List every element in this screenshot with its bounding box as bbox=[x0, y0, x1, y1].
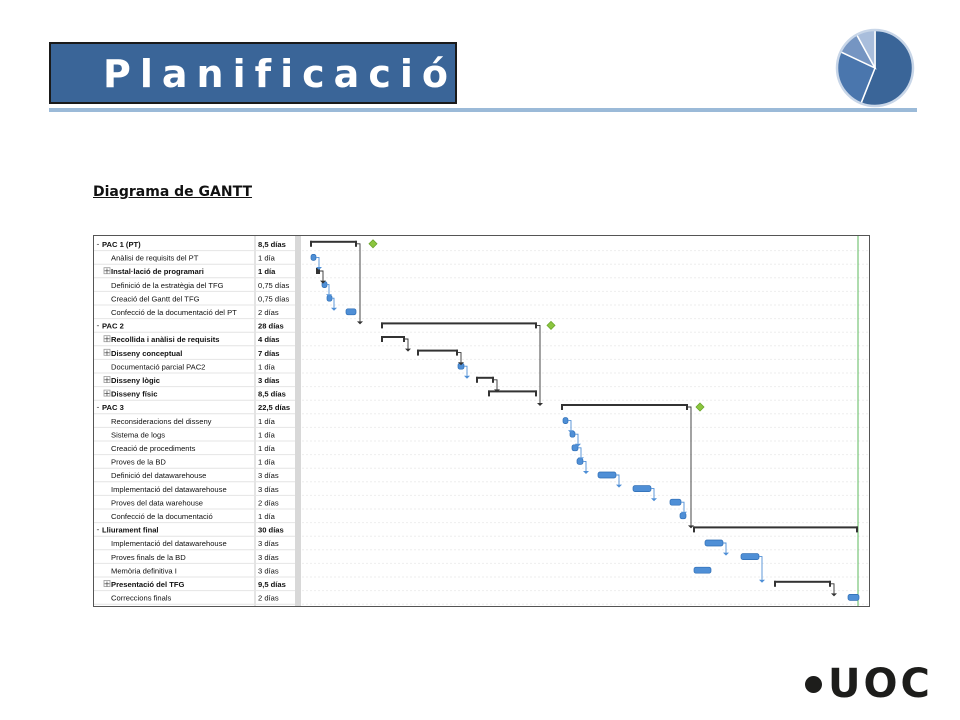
task-duration: 3 días bbox=[258, 566, 279, 576]
summary-bar-end-cap bbox=[856, 526, 858, 532]
title-box bbox=[49, 42, 457, 104]
task-name: Lliurament final bbox=[102, 525, 159, 535]
gantt-chart bbox=[93, 235, 870, 607]
task-name: Correccions finals bbox=[111, 593, 172, 603]
summary-bar bbox=[476, 377, 494, 379]
task-duration: 8,5 días bbox=[258, 240, 286, 249]
task-name: Memòria definitiva I bbox=[111, 566, 177, 576]
expand-icon: + bbox=[103, 579, 111, 589]
task-name: Proves del data warehouse bbox=[111, 498, 204, 508]
task-duration: 1 día bbox=[258, 430, 275, 440]
task-bar bbox=[741, 554, 759, 560]
task-name: PAC 1 (PT) bbox=[102, 240, 141, 249]
task-duration: 0,75 días bbox=[258, 280, 290, 290]
task-duration: 1 día bbox=[258, 512, 275, 521]
summary-bar bbox=[310, 241, 357, 243]
task-duration: 3 días bbox=[258, 552, 279, 562]
logo-text: UOC bbox=[828, 661, 933, 707]
logo-dot-icon bbox=[805, 676, 822, 693]
task-bar bbox=[598, 472, 616, 478]
summary-bar-start-cap bbox=[488, 390, 490, 396]
collapse-icon: - bbox=[96, 525, 100, 535]
collapse-icon: - bbox=[96, 239, 100, 249]
gantt-splitter bbox=[295, 236, 301, 607]
task-name: Disseny lògic bbox=[111, 376, 160, 385]
task-name: Proves de la BD bbox=[111, 457, 166, 467]
title-underline bbox=[49, 108, 917, 112]
task-name: Definició del datawarehouse bbox=[111, 471, 207, 481]
summary-bar-start-cap bbox=[381, 336, 383, 342]
task-duration: 3 días bbox=[258, 471, 279, 481]
task-bar bbox=[633, 486, 651, 492]
task-name: Documentació parcial PAC2 bbox=[111, 362, 206, 372]
task-name: Disseny físic bbox=[111, 389, 158, 399]
summary-bar bbox=[774, 581, 831, 583]
summary-bar-end-cap bbox=[829, 581, 831, 587]
summary-bar bbox=[693, 526, 858, 528]
summary-bar-end-cap bbox=[686, 404, 688, 410]
summary-bar-start-cap bbox=[476, 377, 478, 383]
summary-bar-start-cap bbox=[417, 350, 419, 356]
summary-bar-end-cap bbox=[535, 390, 537, 396]
task-bar bbox=[694, 567, 711, 573]
task-bar bbox=[563, 418, 568, 424]
task-bar bbox=[848, 594, 859, 600]
task-name: Implementació del datawarehouse bbox=[111, 539, 227, 549]
summary-bar-start-cap bbox=[310, 241, 312, 247]
task-duration: 0,75 días bbox=[258, 294, 290, 304]
task-duration: 30 días bbox=[258, 525, 284, 535]
expand-icon: + bbox=[103, 334, 111, 344]
task-duration: 22,5 días bbox=[258, 403, 291, 413]
task-bar bbox=[311, 254, 316, 260]
summary-bar-start-cap bbox=[381, 322, 383, 328]
task-duration: 2 días bbox=[258, 308, 279, 317]
task-duration: 4 días bbox=[258, 335, 280, 345]
summary-bar-start-cap bbox=[693, 526, 695, 532]
task-duration: 9,5 días bbox=[258, 580, 286, 589]
task-name: Creació del Gantt del TFG bbox=[111, 294, 200, 304]
task-duration: 1 día bbox=[258, 267, 276, 277]
task-duration: 7 días bbox=[258, 348, 280, 358]
task-name: PAC 2 bbox=[102, 321, 124, 331]
summary-bar-end-cap bbox=[403, 336, 405, 342]
summary-bar-end-cap bbox=[456, 350, 458, 356]
task-duration: 8,5 días bbox=[258, 389, 286, 399]
summary-bar bbox=[561, 404, 688, 406]
summary-bar-start-cap bbox=[774, 581, 776, 587]
task-duration: 1 día bbox=[258, 253, 275, 263]
task-name: Reconsideracions del disseny bbox=[111, 416, 212, 426]
task-name: Creació de procediments bbox=[111, 444, 196, 453]
task-name: Proves finals de la BD bbox=[111, 552, 186, 562]
section-subtitle: Diagrama de GANTT bbox=[93, 184, 253, 200]
task-name: Instal·lació de programari bbox=[111, 267, 204, 277]
task-name: Confecció de la documentació bbox=[111, 512, 213, 521]
task-name: Sistema de logs bbox=[111, 430, 166, 440]
pie-chart-icon bbox=[833, 26, 917, 110]
task-name: Presentació del TFG bbox=[111, 580, 185, 589]
task-name: Definició de la estratègia del TFG bbox=[111, 280, 224, 290]
summary-bar-start-cap bbox=[561, 404, 563, 410]
summary-bar bbox=[381, 322, 537, 324]
task-duration: 1 día bbox=[258, 416, 275, 426]
summary-bar-end-cap bbox=[355, 241, 357, 247]
task-bar bbox=[346, 309, 356, 315]
task-name: Anàlisi de requisits del PT bbox=[111, 253, 199, 263]
expand-icon: + bbox=[103, 266, 111, 276]
task-duration: 2 días bbox=[258, 593, 279, 603]
expand-icon: + bbox=[103, 348, 111, 358]
task-duration: 28 días bbox=[258, 321, 284, 331]
task-duration: 1 día bbox=[258, 444, 275, 453]
summary-bar-end-cap bbox=[535, 322, 537, 328]
task-duration: 2 días bbox=[258, 498, 279, 508]
task-duration: 1 día bbox=[258, 457, 275, 467]
slide-title: Planificació bbox=[103, 52, 457, 96]
task-name: PAC 3 bbox=[102, 403, 124, 413]
task-duration: 3 días bbox=[258, 539, 279, 549]
collapse-icon: - bbox=[96, 402, 100, 412]
task-duration: 3 días bbox=[258, 484, 279, 494]
collapse-icon: - bbox=[96, 321, 100, 331]
summary-bar-end-cap bbox=[492, 377, 494, 383]
task-name: Disseny conceptual bbox=[111, 348, 183, 358]
task-name: Recollida i anàlisi de requisits bbox=[111, 335, 220, 345]
summary-bar bbox=[381, 336, 405, 338]
task-bar bbox=[705, 540, 723, 546]
task-duration: 1 día bbox=[258, 362, 275, 372]
summary-bar-start-cap bbox=[316, 268, 318, 274]
task-duration: 3 días bbox=[258, 376, 280, 385]
expand-icon: + bbox=[103, 389, 111, 399]
gantt-canvas bbox=[94, 236, 870, 607]
task-name: Implementació del datawarehouse bbox=[111, 484, 227, 494]
task-bar bbox=[670, 499, 681, 505]
summary-bar bbox=[417, 350, 458, 352]
task-name: Confecció de la documentació del PT bbox=[111, 308, 237, 317]
expand-icon: + bbox=[103, 375, 111, 385]
